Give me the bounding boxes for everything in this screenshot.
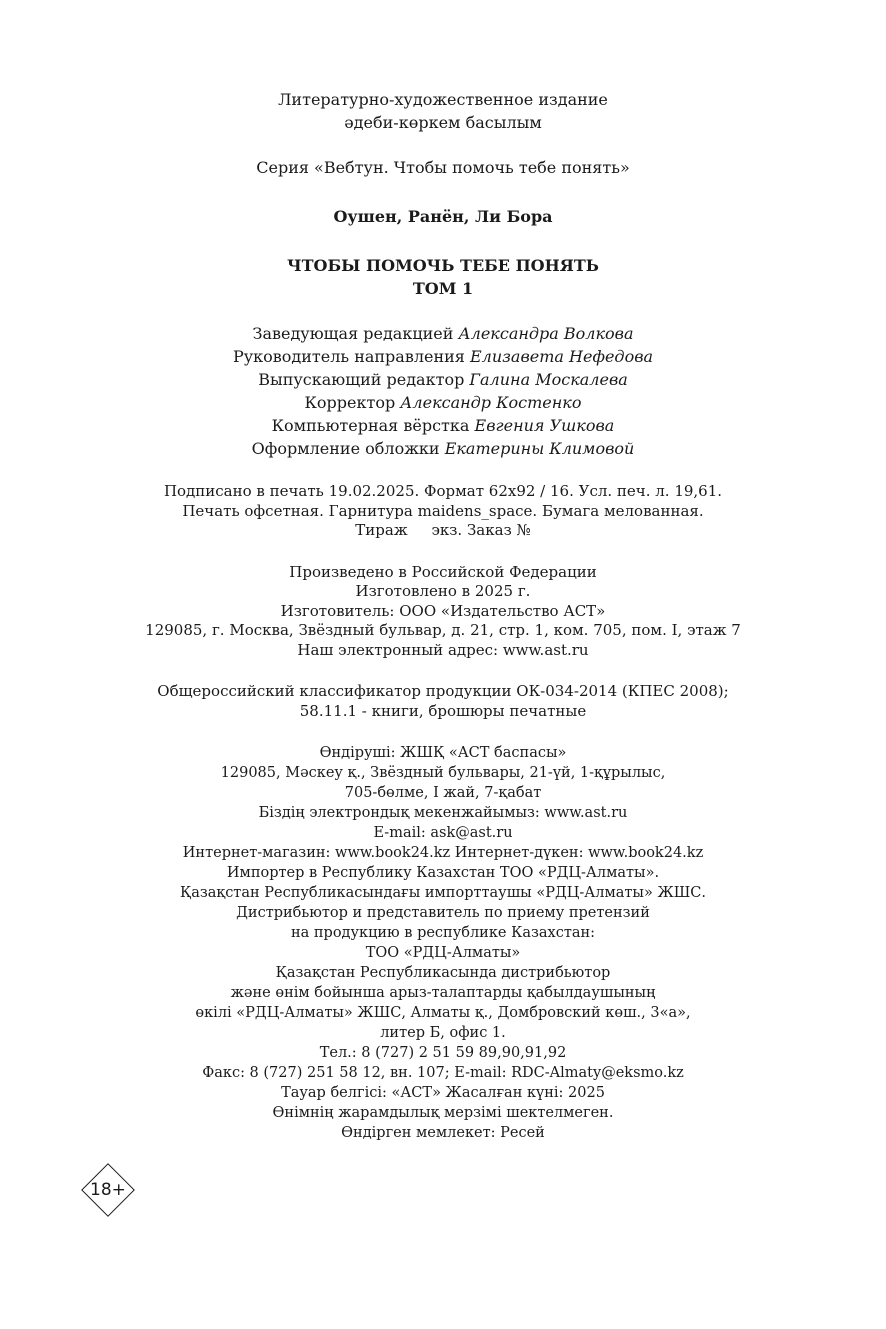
kz-line: 705-бөлме, I жай, 7-қабат	[344, 785, 542, 801]
kz-line: Тел.: 8 (727) 2 51 59 89,90,91,92	[319, 1045, 567, 1061]
production-line: Наш электронный адрес: www.ast.ru	[297, 640, 589, 659]
production-line: Изготовлено в 2025 г.	[355, 582, 531, 600]
age-rating-badge	[80, 1162, 136, 1218]
kz-line: Қазақстан Республикасында дистрибьютор	[275, 965, 611, 981]
print-info-line: Подписано в печать 19.02.2025. Формат 62x92 / 16. Усл. печ. л. 19,61.	[163, 482, 723, 500]
kazakhstan-info	[0, 743, 886, 1143]
kz-line: E-mail: ask@ast.ru	[373, 825, 513, 841]
classifier-line: 58.11.1 - книги, брошюры печатные	[299, 701, 587, 720]
kz-line: Импортер в Республику Казахстан ТОО «РДЦ-Алматы».	[226, 865, 660, 881]
imprint-page	[0, 88, 886, 1143]
edition-header	[0, 88, 886, 179]
kz-line: Интернет-магазин: www.book24.kz Интернет-дүкен: www.book24.kz	[182, 845, 704, 861]
kz-line: литер Б, офис 1.	[380, 1025, 506, 1041]
credit-line: Компьютерная вёрстка Евгения Ушкова	[271, 416, 615, 435]
kz-line: 129085, Мәскеу қ., Звёздный бульвары, 21-үй, 1-құрылыс,	[220, 765, 666, 781]
credit-line: Корректор Александр Костенко	[304, 393, 582, 412]
production-line: 129085, г. Москва, Звёздный бульвар, д. 21, стр. 1, ком. 705, пом. I, этаж 7	[145, 621, 741, 639]
edition-type-kz: әдеби-көркем басылым	[344, 113, 542, 132]
credit-line: Выпускающий редактор Галина Москалева	[258, 370, 628, 389]
print-info-line: Тираж экз. Заказ №	[355, 521, 531, 539]
kz-line: на продукцию в республике Казахстан:	[290, 925, 596, 941]
authors: Оушен, Ранён, Ли Бора	[333, 207, 553, 226]
classifier-line: Общероссийский классификатор продукции ОК-034-2014 (КПЕС 2008);	[157, 682, 729, 700]
edition-type-ru: Литературно-художественное издание	[278, 90, 608, 109]
credits-list	[0, 322, 886, 460]
title-main: ЧТОБЫ ПОМОЧЬ ТЕБЕ ПОНЯТЬ	[287, 256, 599, 275]
kz-line: Өндірген мемлекет: Ресей	[341, 1125, 545, 1141]
print-info-line: Печать офсетная. Гарнитура maidens_space. Бумага мелованная.	[182, 501, 704, 520]
kz-line: ТОО «РДЦ-Алматы»	[365, 945, 521, 961]
credit-line: Руководитель направления Елизавета Нефедова	[232, 347, 654, 366]
production-line: Изготовитель: ООО «Издательство АСТ»	[280, 601, 606, 620]
book-title	[0, 254, 886, 300]
kz-line: Өнімнің жарамдылық мерзімі шектелмеген.	[272, 1105, 614, 1121]
credit-line: Оформление обложки Екатерины Климовой	[251, 439, 635, 458]
kz-line: Тауар белгісі: «АСТ» Жасалған күні: 2025	[281, 1085, 605, 1101]
classifier-info	[0, 682, 886, 721]
title-volume: ТОМ 1	[412, 279, 474, 298]
kz-line: Дистрибьютор и представитель по приему претензий	[236, 905, 650, 921]
series-name: Серия «Вебтун. Чтобы помочь тебе понять»	[256, 158, 630, 177]
kz-line: өкілі «РДЦ-Алматы» ЖШС, Алматы қ., Домбровский көш., 3«а»,	[195, 1005, 691, 1021]
credit-line: Заведующая редакцией Александра Волкова	[252, 324, 634, 343]
kz-line: Біздің электрондық мекенжайымыз: www.ast.ru	[258, 805, 628, 821]
production-line: Произведено в Российской Федерации	[289, 562, 597, 581]
kz-line: Өндіруші: ЖШҚ «АСТ баспасы»	[319, 745, 567, 761]
kz-line: және өнім бойынша арыз-талаптарды қабылдаушының	[230, 985, 656, 1001]
kz-line: Қазақстан Республикасындағы импорттаушы «РДЦ-Алматы» ЖШС.	[179, 885, 706, 901]
kz-line: Факс: 8 (727) 251 58 12, вн. 107; E-mail: RDC-Almaty@eksmo.kz	[202, 1065, 684, 1081]
age-rating-text: 18+	[90, 1180, 126, 1200]
print-info	[0, 482, 886, 541]
production-info	[0, 563, 886, 661]
